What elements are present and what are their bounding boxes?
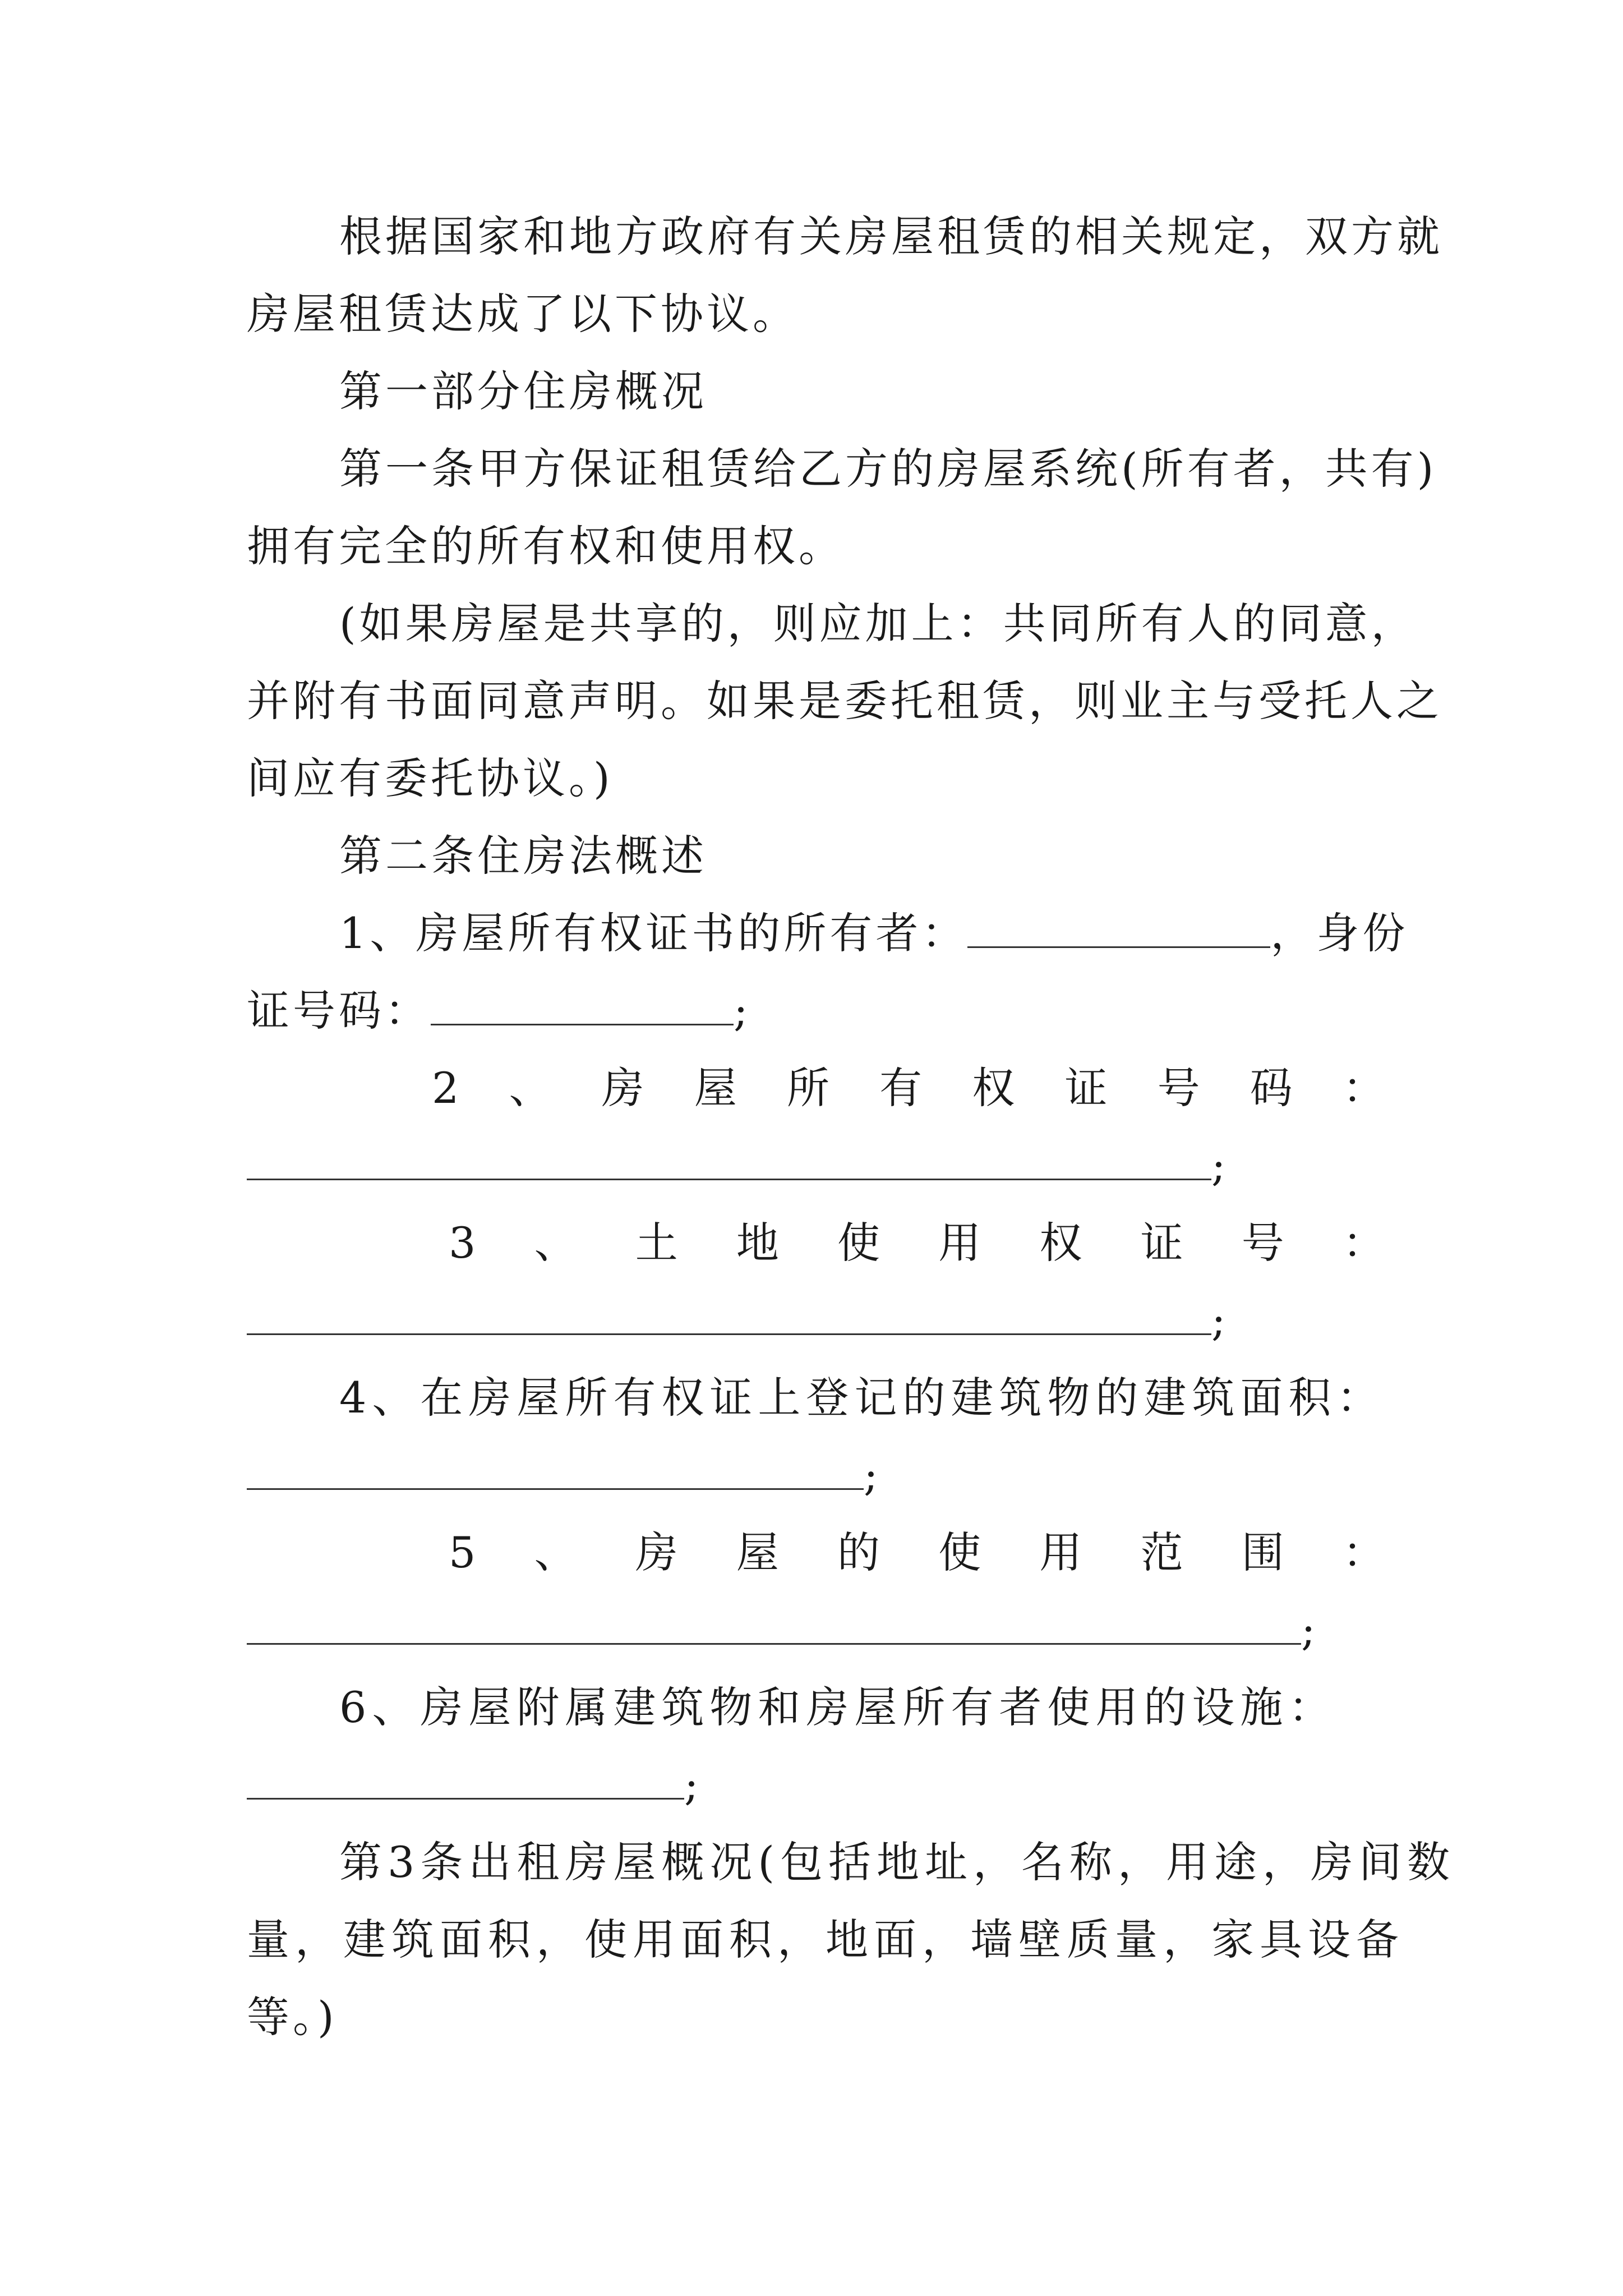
item5-char: 屋 xyxy=(736,1527,779,1577)
item3-char: 、 xyxy=(534,1218,577,1268)
item3-line2 xyxy=(247,1292,1385,1349)
item2-char: 、 xyxy=(509,1063,552,1113)
item1-label: 1、房屋所有权证书的所有者： xyxy=(339,908,968,958)
item2-char: 2 xyxy=(432,1063,459,1113)
item6-semicolon: ; xyxy=(684,1760,702,1810)
item2-semicolon: ; xyxy=(1211,1140,1229,1190)
item5-char: 房 xyxy=(635,1527,678,1577)
item6-line1: 6、房屋附属建筑物和房屋所有者使用的设施： xyxy=(339,1682,1337,1732)
item5-char: 的 xyxy=(837,1527,880,1577)
land-use-cert-number-blank[interactable] xyxy=(247,1294,1211,1335)
item5-char: 、 xyxy=(534,1527,577,1577)
item3-char: 号 xyxy=(1241,1218,1284,1268)
id-number-blank[interactable] xyxy=(431,984,734,1025)
item5-line2 xyxy=(247,1602,1385,1658)
item2-line1 xyxy=(432,1060,1385,1116)
note-line1: (如果房屋是共享的，则应加上：共同所有人的同意， xyxy=(339,599,1417,648)
item1-id-label: ，身份 xyxy=(1270,908,1409,958)
item2-char: 证 xyxy=(1064,1063,1108,1113)
item5-char: ： xyxy=(1342,1527,1385,1577)
item5-line1 xyxy=(449,1525,1385,1581)
item5-char: 范 xyxy=(1140,1527,1183,1577)
item2-char: 所 xyxy=(786,1063,829,1113)
note-line2: 并附有书面同意声明。如果是委托租赁，则业主与受托人之 xyxy=(247,676,1442,726)
item3-char: 地 xyxy=(736,1218,779,1268)
item3-semicolon: ; xyxy=(1211,1295,1229,1345)
item2-char: 权 xyxy=(972,1063,1015,1113)
item1-line2 xyxy=(247,983,1385,1039)
item1-semicolon: ; xyxy=(734,986,751,1036)
owner-name-blank[interactable] xyxy=(967,907,1270,948)
article1-line2: 拥有完全的所有权和使用权。 xyxy=(247,521,845,571)
item4-line2 xyxy=(247,1447,1385,1503)
usage-scope-blank[interactable] xyxy=(247,1604,1301,1645)
item2-char: 号 xyxy=(1157,1063,1200,1113)
article3-line2: 量，建筑面积，使用面积，地面，墙壁质量，家具设备 xyxy=(247,1915,1404,1964)
facilities-blank[interactable] xyxy=(247,1759,684,1800)
paragraph-intro-line1: 根据国家和地方政府有关房屋租赁的相关规定，双方就 xyxy=(339,211,1443,261)
item5-char: 使 xyxy=(938,1527,981,1577)
item2-char: 码 xyxy=(1249,1063,1293,1113)
item2-char: ： xyxy=(1342,1063,1385,1113)
article1-line1: 第一条甲方保证租赁给乙方的房屋系统(所有者，共有) xyxy=(339,444,1437,494)
item2-char: 屋 xyxy=(694,1063,737,1113)
article2-heading: 第二条住房法概述 xyxy=(339,831,707,881)
item2-char: 房 xyxy=(601,1063,644,1113)
item3-char: 3 xyxy=(449,1218,476,1268)
section-heading-part1: 第一部分住房概况 xyxy=(339,366,707,416)
item3-char: 土 xyxy=(635,1218,678,1268)
item3-char: ： xyxy=(1342,1218,1385,1268)
item4-line1: 4、在房屋所有权证上登记的建筑物的建筑面积： xyxy=(339,1373,1385,1423)
item3-char: 用 xyxy=(938,1218,981,1268)
item5-semicolon: ; xyxy=(1301,1605,1319,1655)
note-line3: 间应有委托协议。) xyxy=(247,753,614,803)
item3-line1 xyxy=(449,1215,1385,1271)
id-number-label: 证号码： xyxy=(247,986,431,1036)
item2-line2 xyxy=(247,1138,1385,1194)
building-area-blank[interactable] xyxy=(247,1449,864,1490)
item4-semicolon: ; xyxy=(864,1450,882,1500)
article3-line1: 第3条出租房屋概况(包括地址，名称，用途，房间数 xyxy=(339,1837,1456,1887)
item5-char: 5 xyxy=(449,1527,476,1577)
item1-line1 xyxy=(339,905,1409,961)
item6-line2 xyxy=(247,1757,1385,1813)
item3-char: 权 xyxy=(1039,1218,1082,1268)
item3-char: 证 xyxy=(1140,1218,1183,1268)
item5-char: 用 xyxy=(1039,1527,1082,1577)
article3-line3: 等。) xyxy=(247,1992,338,2042)
item2-char: 有 xyxy=(879,1063,923,1113)
property-cert-number-blank[interactable] xyxy=(247,1139,1211,1180)
item5-char: 围 xyxy=(1241,1527,1284,1577)
item3-char: 使 xyxy=(837,1218,880,1268)
paragraph-intro-line2: 房屋租赁达成了以下协议。 xyxy=(247,289,799,339)
